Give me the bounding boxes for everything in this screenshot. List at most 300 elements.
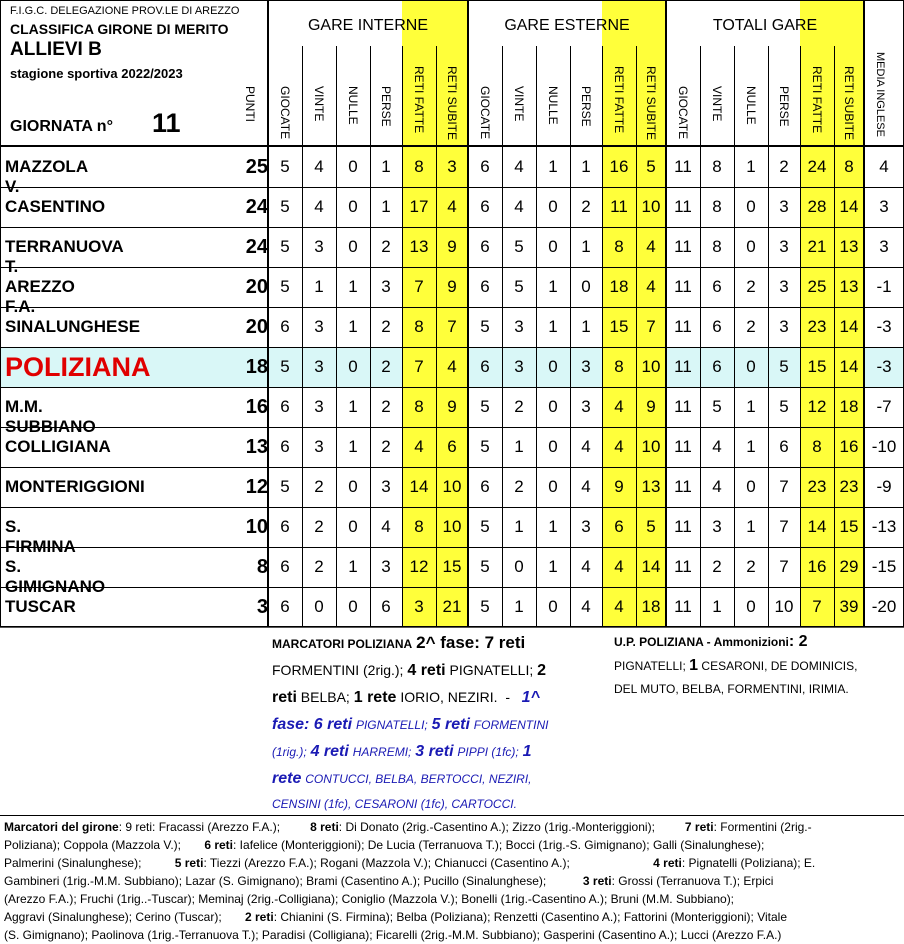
avg-cell: -7	[876, 397, 892, 416]
team-points: 24	[245, 196, 268, 218]
stat-cell: 8	[614, 357, 624, 376]
stat-cell: 13	[839, 277, 859, 296]
stat-cell: 6	[381, 597, 391, 616]
avg-cell: 4	[879, 157, 889, 176]
scorer-text: Gambineri (1rig.-M.M. Subbiano); Lazar (S. Gimignano); Brami (Casentino A.); Pucillo (Sinalunghese);	[4, 874, 547, 888]
stat-cell: 0	[746, 357, 756, 376]
round-number: 11	[152, 108, 181, 138]
stat-cell: 5	[480, 437, 490, 456]
scorer-text: IORIO, NEZIRI.	[400, 689, 498, 705]
col-header-lost: PERSE	[777, 86, 791, 127]
stat-cell: 1	[581, 317, 591, 336]
stat-cell: 11	[610, 197, 628, 216]
stat-cell: 5	[480, 397, 490, 416]
stat-cell: 6	[779, 437, 789, 456]
stat-cell: 8	[712, 197, 722, 216]
cautions-title: U.P. POLIZIANA - Ammonizioni	[614, 635, 789, 649]
stat-cell: 8	[414, 317, 424, 336]
stat-cell: 8	[844, 157, 854, 176]
col-header-goals-for: RETI FATTE	[412, 66, 426, 134]
stat-cell: 4	[381, 517, 391, 536]
stat-cell: 5	[480, 317, 490, 336]
col-header-points: PUNTI	[243, 86, 257, 122]
stat-cell: 4	[314, 197, 324, 216]
scorer-text: PIGNATELLI;	[449, 662, 534, 678]
grid-line	[0, 507, 904, 508]
stat-cell: 3	[712, 517, 722, 536]
avg-cell: 3	[879, 237, 889, 256]
stat-cell: 2	[381, 357, 391, 376]
cautions-block	[614, 630, 899, 701]
stat-cell: 4	[581, 477, 591, 496]
scorer-text: Palmerini (Sinalunghese);	[4, 856, 142, 870]
caution-count: 1	[689, 657, 699, 674]
scorer-text: CONTUCCI, BELBA, BERTOCCI, NEZIRI,	[305, 772, 532, 786]
scorer-text: (1rig.);	[272, 745, 307, 759]
stat-cell: 6	[280, 397, 290, 416]
stat-cell: 28	[807, 197, 827, 216]
team-name: POLIZIANA	[5, 352, 151, 382]
col-header-drawn: NULLE	[346, 86, 360, 125]
stat-cell: 3	[581, 517, 591, 536]
stat-cell: 2	[746, 317, 756, 336]
stat-cell: 11	[674, 157, 692, 176]
stat-cell: 0	[348, 197, 358, 216]
avg-cell: -1	[876, 277, 892, 296]
grid-line	[0, 0, 1, 627]
stat-cell: 10	[641, 437, 661, 456]
stat-cell: 18	[641, 597, 661, 616]
stat-cell: 6	[712, 357, 722, 376]
col-header-lost: PERSE	[379, 86, 393, 127]
stat-cell: 11	[674, 597, 692, 616]
category-title: ALLIEVI B	[10, 39, 102, 60]
league-scorers	[4, 818, 900, 944]
stat-cell: 16	[807, 557, 827, 576]
stat-cell: 4	[581, 557, 591, 576]
stat-cell: 8	[414, 517, 424, 536]
scorer-text: CENSINI (1fc), CESARONI (1fc), CARTOCCI.	[272, 797, 517, 811]
stat-cell: 21	[807, 237, 827, 256]
stat-cell: 11	[674, 237, 692, 256]
stat-cell: 2	[314, 557, 324, 576]
col-header-played: GIOCATE	[478, 86, 492, 140]
round-label: GIORNATA n°	[10, 118, 113, 135]
stat-cell: 3	[314, 357, 324, 376]
scorer-count: 2 reti	[245, 910, 274, 924]
stat-cell: 0	[548, 477, 558, 496]
stat-cell: 1	[548, 557, 558, 576]
stat-cell: 1	[548, 517, 558, 536]
stat-cell: 3	[447, 157, 457, 176]
stat-cell: 0	[548, 597, 558, 616]
stat-cell: 5	[646, 157, 656, 176]
scorer-count: 3 reti	[415, 743, 454, 760]
stat-cell: 2	[381, 317, 391, 336]
scorer-text: : Iafelice (Monteriggioni); De Lucia (Terranuova T.); Bocci (1rig.-S. Gimignano); Galli (Sinalunghese);	[233, 838, 765, 852]
stat-cell: 2	[381, 397, 391, 416]
stat-cell: 3	[581, 357, 591, 376]
stat-cell: 1	[746, 397, 756, 416]
stat-cell: 3	[314, 437, 324, 456]
stat-cell: 8	[812, 437, 822, 456]
stat-cell: 10	[442, 477, 462, 496]
stat-cell: 1	[746, 157, 756, 176]
scorers-title: MARCATORI POLIZIANA	[272, 637, 413, 651]
team-points: 20	[245, 316, 268, 338]
stat-cell: 1	[746, 437, 756, 456]
team-name: MAZZOLA V.	[5, 157, 88, 196]
stat-cell: 3	[381, 277, 391, 296]
col-header-drawn: NULLE	[546, 86, 560, 125]
avg-cell: -3	[876, 317, 892, 336]
stat-cell: 29	[839, 557, 859, 576]
stat-cell: 5	[779, 357, 789, 376]
scorer-text: : Di Donato (2rig.-Casentino A.); Zizzo (1rig.-Monteriggioni);	[338, 820, 655, 834]
stat-cell: 10	[774, 597, 794, 616]
stat-cell: 6	[447, 437, 457, 456]
stat-cell: 23	[807, 477, 827, 496]
stat-cell: 1	[348, 437, 358, 456]
phase2-label: 2^ fase	[416, 633, 475, 652]
scorer-count: 5 reti	[431, 716, 470, 733]
stat-cell: 4	[614, 397, 624, 416]
scorer-count: 4 reti	[310, 743, 349, 760]
team-points: 24	[245, 236, 268, 258]
stat-cell: 4	[712, 477, 722, 496]
stat-cell: 0	[548, 197, 558, 216]
scorer-text: : Chianini (S. Firmina); Belba (Poliziana); Renzetti (Casentino A.); Fattorini (Monteriggioni); Vitale	[273, 910, 788, 924]
team-points: 10	[245, 516, 268, 538]
stat-cell: 14	[839, 357, 859, 376]
stat-cell: 13	[839, 237, 859, 256]
stat-cell: 0	[581, 277, 591, 296]
scorer-text: : Tiezzi (Arezzo F.A.); Rogani (Mazzola V.); Chianucci (Casentino A.);	[203, 856, 570, 870]
stat-cell: 13	[409, 237, 429, 256]
stat-cell: 14	[839, 317, 859, 336]
stat-cell: 14	[641, 557, 661, 576]
col-header-played: GIOCATE	[676, 86, 690, 140]
stat-cell: 1	[581, 237, 591, 256]
stat-cell: 6	[712, 317, 722, 336]
team-points: 20	[245, 276, 268, 298]
stat-cell: 1	[314, 277, 324, 296]
stat-cell: 5	[480, 597, 490, 616]
team-points: 13	[245, 436, 268, 458]
stat-cell: 1	[548, 317, 558, 336]
stat-cell: 5	[280, 197, 290, 216]
stat-cell: 2	[712, 557, 722, 576]
stat-cell: 4	[646, 237, 656, 256]
team-points: 12	[245, 476, 268, 498]
stat-cell: 6	[280, 557, 290, 576]
stat-cell: 2	[779, 157, 789, 176]
caution-text: DEL MUTO, BELBA, FORMENTINI, IRIMIA.	[614, 682, 849, 696]
stat-cell: 4	[514, 157, 524, 176]
stat-cell: 3	[414, 597, 424, 616]
team-name: AREZZO F.A.	[5, 277, 75, 316]
stat-cell: 11	[674, 517, 692, 536]
scorer-text: : Pignatelli (Poliziana); E.	[681, 856, 816, 870]
stat-cell: 15	[839, 517, 859, 536]
grid-line	[0, 427, 904, 428]
stat-cell: 6	[280, 437, 290, 456]
stat-cell: 0	[348, 597, 358, 616]
team-points: 8	[256, 556, 268, 578]
scorer-count: 1 rete	[353, 689, 397, 706]
stat-cell: 3	[514, 357, 524, 376]
avg-cell: -9	[876, 477, 892, 496]
stat-cell: 11	[674, 397, 692, 416]
stat-cell: 4	[447, 357, 457, 376]
grid-line	[0, 467, 904, 468]
team-points: 3	[256, 596, 268, 618]
stat-cell: 1	[514, 517, 524, 536]
stat-cell: 15	[807, 357, 827, 376]
stat-cell: 6	[480, 477, 490, 496]
stat-cell: 0	[348, 517, 358, 536]
stat-cell: 6	[480, 277, 490, 296]
scorer-text: (S. Gimignano); Paolinova (1rig.-Terranuova T.); Paradisi (Colligiana); Ficarelli (2rig.-M.M. Subbiano); Gasperini (Casentino A.); Lucci (Arezzo F.A.)	[4, 928, 782, 942]
scorer-count: 6 reti	[204, 838, 234, 852]
stat-cell: 6	[614, 517, 624, 536]
scorer-text: Aggravi (Sinalunghese); Cerino (Tuscar);	[4, 910, 222, 924]
stat-cell: 0	[348, 157, 358, 176]
avg-cell: -10	[871, 437, 897, 456]
stat-cell: 3	[779, 317, 789, 336]
scorer-text: FORMENTINI	[473, 718, 549, 732]
avg-cell: -20	[871, 597, 897, 616]
col-header-won: VINTE	[312, 86, 326, 122]
col-header-won: VINTE	[710, 86, 724, 122]
stat-cell: 4	[447, 197, 457, 216]
stat-cell: 5	[712, 397, 722, 416]
team-name: TUSCAR	[5, 597, 76, 616]
scorer-text: HARREMI;	[352, 745, 412, 759]
stat-cell: 11	[674, 557, 692, 576]
stat-cell: 18	[609, 277, 629, 296]
season-label: stagione sportiva 2022/2023	[10, 66, 183, 81]
scorer-text: : Grossi (Terranuova T.); Erpici	[611, 874, 774, 888]
stat-cell: 1	[548, 157, 558, 176]
stat-cell: 3	[514, 317, 524, 336]
team-points: 16	[245, 396, 268, 418]
team-name: S. FIRMINA	[5, 517, 76, 556]
scorer-text: FORMENTINI (2rig.);	[272, 662, 404, 678]
stat-cell: 5	[280, 477, 290, 496]
stat-cell: 2	[381, 437, 391, 456]
grid-line	[0, 387, 904, 388]
stat-cell: 6	[712, 277, 722, 296]
stat-cell: 4	[514, 197, 524, 216]
stat-cell: 0	[348, 237, 358, 256]
scorer-text: : 9 reti: Fracassi (Arezzo F.A.);	[118, 820, 281, 834]
stat-cell: 7	[646, 317, 656, 336]
col-header-goals-for: RETI FATTE	[810, 66, 824, 134]
poliziana-scorers	[272, 630, 597, 815]
avg-cell: -15	[871, 557, 897, 576]
stat-cell: 4	[614, 557, 624, 576]
col-header-avg: MEDIA INGLESE	[874, 52, 886, 137]
stat-cell: 8	[712, 237, 722, 256]
stat-cell: 3	[581, 397, 591, 416]
stat-cell: 14	[409, 477, 429, 496]
stat-cell: 15	[609, 317, 629, 336]
stat-cell: 1	[712, 597, 722, 616]
stat-cell: 1	[381, 197, 391, 216]
team-name: S. GIMIGNANO	[5, 557, 106, 596]
stat-cell: 3	[314, 397, 324, 416]
scorer-count: 5 reti	[174, 856, 204, 870]
stat-cell: 17	[409, 197, 429, 216]
team-name: SINALUNGHESE	[5, 317, 141, 336]
stat-cell: 2	[581, 197, 591, 216]
stat-cell: 10	[641, 197, 661, 216]
stat-cell: 4	[646, 277, 656, 296]
stat-cell: 2	[381, 237, 391, 256]
col-header-goals-against: RETI SUBITE	[842, 66, 856, 141]
grid-line	[0, 227, 904, 228]
scorer-count: 2	[537, 662, 547, 679]
grid-line	[0, 587, 904, 588]
stat-cell: 23	[807, 317, 827, 336]
scorer-count: rete	[272, 770, 302, 787]
stat-cell: 10	[442, 517, 462, 536]
stat-cell: 11	[674, 477, 692, 496]
scorer-text: PIGNATELLI;	[355, 718, 428, 732]
league-title: CLASSIFICA GIRONE DI MERITO	[10, 21, 229, 37]
stat-cell: 2	[746, 277, 756, 296]
team-name: M.M. SUBBIANO	[5, 397, 96, 436]
stat-cell: 0	[548, 437, 558, 456]
scorer-count: 1	[522, 743, 532, 760]
group-home-title: GARE INTERNE	[307, 17, 428, 34]
stat-cell: 21	[442, 597, 462, 616]
grid-line	[0, 187, 904, 188]
stat-cell: 0	[514, 557, 524, 576]
stat-cell: 1	[381, 157, 391, 176]
stat-cell: 6	[480, 237, 490, 256]
stat-cell: 9	[447, 397, 457, 416]
stat-cell: 1	[348, 317, 358, 336]
col-header-goals-against: RETI SUBITE	[644, 66, 658, 141]
stat-cell: 0	[548, 357, 558, 376]
stat-cell: 5	[514, 277, 524, 296]
stat-cell: 1	[581, 157, 591, 176]
stat-cell: 4	[712, 437, 722, 456]
scorer-count: 4 reti	[407, 662, 446, 679]
scorer-text: Poliziana); Coppola (Mazzola V.);	[4, 838, 181, 852]
col-header-lost: PERSE	[579, 86, 593, 127]
stat-cell: 4	[581, 597, 591, 616]
stat-cell: 0	[314, 597, 324, 616]
stat-cell: 1	[348, 557, 358, 576]
stat-cell: 11	[674, 317, 692, 336]
separator: -	[505, 689, 510, 705]
stat-cell: 5	[280, 157, 290, 176]
team-name: TERRANUOVA T.	[5, 237, 124, 276]
scorer-count: 7 reti	[684, 820, 714, 834]
team-name: COLLIGIANA	[5, 437, 111, 456]
stat-cell: 2	[314, 517, 324, 536]
stat-cell: 6	[480, 197, 490, 216]
stat-cell: 1	[348, 277, 358, 296]
avg-cell: -3	[876, 357, 892, 376]
team-name: MONTERIGGIONI	[5, 477, 145, 496]
stat-cell: 5	[280, 237, 290, 256]
federation-label: F.I.G.C. DELEGAZIONE PROV.LE DI AREZZO	[10, 5, 240, 17]
stat-cell: 0	[746, 597, 756, 616]
stat-cell: 16	[839, 437, 859, 456]
stat-cell: 7	[414, 357, 424, 376]
stat-cell: 12	[409, 557, 429, 576]
stat-cell: 3	[314, 317, 324, 336]
stat-cell: 3	[779, 197, 789, 216]
grid-line	[0, 307, 904, 308]
stat-cell: 6	[480, 357, 490, 376]
col-header-won: VINTE	[512, 86, 526, 122]
stat-cell: 0	[746, 237, 756, 256]
stat-cell: 8	[414, 397, 424, 416]
stat-cell: 0	[348, 357, 358, 376]
caution-text: CESARONI, DE DOMINICIS,	[701, 659, 858, 673]
stat-cell: 14	[807, 517, 827, 536]
avg-cell: 3	[879, 197, 889, 216]
scorer-count: 8 reti	[310, 820, 339, 834]
stat-cell: 0	[548, 237, 558, 256]
scorer-count: 3 reti	[582, 874, 612, 888]
stat-cell: 7	[779, 517, 789, 536]
stat-cell: 0	[548, 397, 558, 416]
grid-line	[0, 815, 904, 816]
stat-cell: 13	[641, 477, 661, 496]
stat-cell: 1	[548, 277, 558, 296]
stat-cell: 0	[746, 197, 756, 216]
stat-cell: 5	[280, 357, 290, 376]
col-header-drawn: NULLE	[744, 86, 758, 125]
stat-cell: 3	[779, 277, 789, 296]
stat-cell: 5	[480, 557, 490, 576]
stat-cell: 0	[348, 477, 358, 496]
league-scorers-title: Marcatori del girone	[4, 820, 119, 834]
stat-cell: 11	[674, 357, 692, 376]
scorer-count: 4 reti	[653, 856, 682, 870]
phase2-total: : 7 reti	[474, 633, 526, 652]
stat-cell: 2	[514, 477, 524, 496]
stat-cell: 4	[581, 437, 591, 456]
stat-cell: 14	[839, 197, 859, 216]
stat-cell: 3	[381, 477, 391, 496]
stat-cell: 9	[614, 477, 624, 496]
stat-cell: 23	[839, 477, 859, 496]
cautions-count: : 2	[788, 633, 808, 650]
group-total-title: TOTALI GARE	[712, 17, 818, 34]
stat-cell: 1	[514, 437, 524, 456]
stat-cell: 24	[807, 157, 827, 176]
stat-cell: 39	[839, 597, 859, 616]
avg-cell: -13	[871, 517, 897, 536]
stat-cell: 5	[480, 517, 490, 536]
stat-cell: 8	[712, 157, 722, 176]
stat-cell: 7	[447, 317, 457, 336]
stat-cell: 2	[314, 477, 324, 496]
stat-cell: 11	[674, 277, 692, 296]
stat-cell: 4	[414, 437, 424, 456]
scorer-text: PIPPI (1fc);	[457, 745, 519, 759]
col-header-played: GIOCATE	[278, 86, 292, 140]
team-points: 18	[245, 356, 268, 378]
stat-cell: 3	[314, 237, 324, 256]
